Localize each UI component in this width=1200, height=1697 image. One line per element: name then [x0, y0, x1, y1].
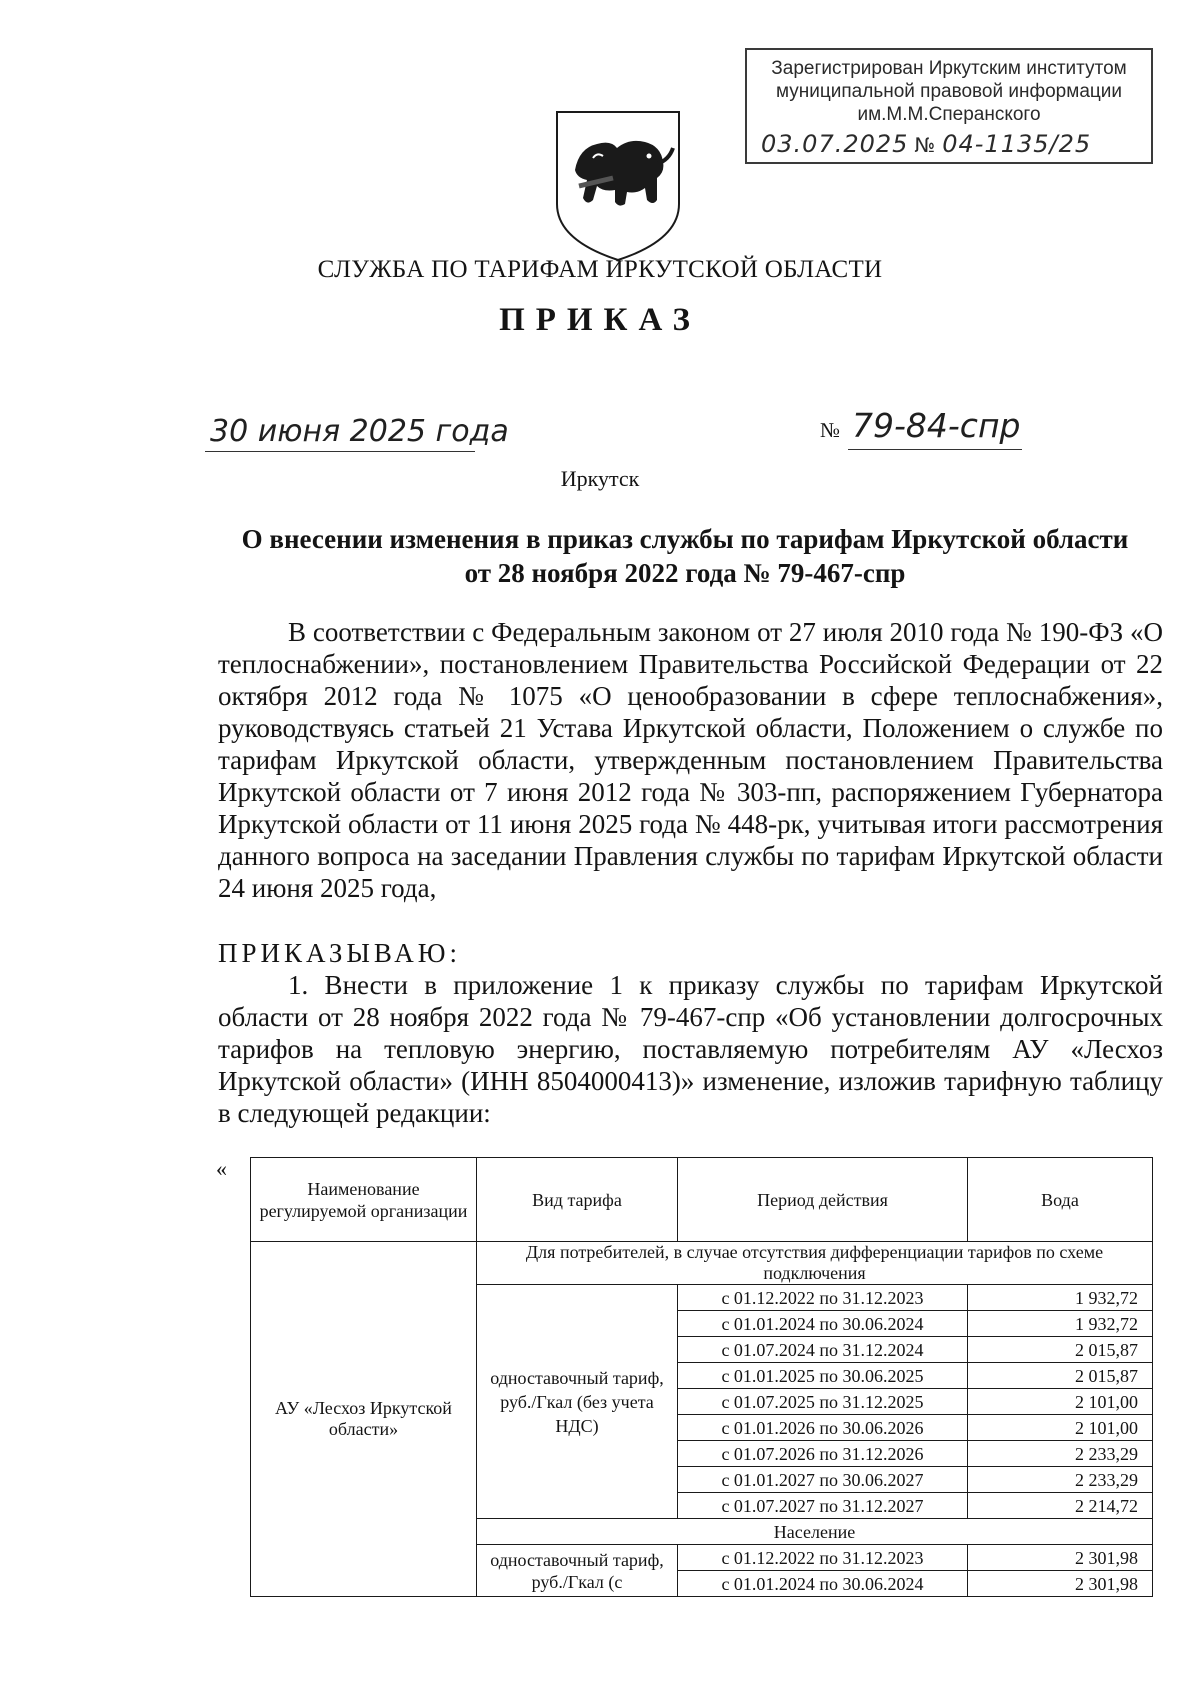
registration-stamp [745, 48, 1153, 164]
value-cell: 2 015,87 [968, 1337, 1153, 1363]
group1-tariff-cell: одноставочный тариф, руб./Гкал (без учета НДС) [477, 1285, 678, 1519]
value-cell: 2 301,98 [968, 1571, 1153, 1597]
period-cell: с 01.01.2025 по 30.06.2025 [678, 1363, 968, 1389]
document-type: ПРИКАЗ [499, 302, 701, 338]
subject-line-1: О внесении изменения в приказ службы по тарифам Иркутской области [241, 524, 1129, 554]
group-consumers-row [251, 1242, 1153, 1285]
organization-cell: АУ «Лесхоз Иркутской области» [251, 1242, 477, 1597]
period-cell: с 01.12.2022 по 31.12.2023 [678, 1285, 968, 1311]
period-cell: с 01.01.2024 по 30.06.2024 [678, 1571, 968, 1597]
value-cell: 2 101,00 [968, 1389, 1153, 1415]
value-cell: 1 932,72 [968, 1311, 1153, 1337]
value-cell: 2 301,98 [968, 1545, 1153, 1571]
number-underline [848, 449, 1022, 450]
subject-line-2: от 28 ноября 2022 года № 79-467-спр [464, 558, 906, 588]
period-cell: с 01.07.2024 по 31.12.2024 [678, 1337, 968, 1363]
order-number: 79-84-спр [852, 406, 1021, 445]
order-subject [210, 522, 1160, 590]
value-cell: 2 101,00 [968, 1415, 1153, 1441]
period-cell: с 01.07.2027 по 31.12.2027 [678, 1493, 968, 1519]
opening-quote: « [216, 1156, 227, 1181]
agency-name: СЛУЖБА ПО ТАРИФАМ ИРКУТСКОЙ ОБЛАСТИ [317, 256, 883, 283]
stamp-handwritten-entry [761, 130, 1141, 158]
coat-of-arms-icon [553, 108, 683, 264]
header-period: Период действия [678, 1158, 968, 1242]
value-cell: 1 932,72 [968, 1285, 1153, 1311]
stamp-date: 03.07.2025 [761, 130, 909, 158]
tariff-table [250, 1157, 1153, 1597]
value-cell: 2 233,29 [968, 1467, 1153, 1493]
period-cell: с 01.01.2024 по 30.06.2024 [678, 1311, 968, 1337]
stamp-line-2: муниципальной правовой информации [776, 81, 1122, 102]
period-cell: с 01.07.2026 по 31.12.2026 [678, 1441, 968, 1467]
date-underline [205, 451, 475, 452]
value-cell: 2 214,72 [968, 1493, 1153, 1519]
table-header-row [251, 1158, 1153, 1242]
stamp-number-label: № [914, 133, 937, 157]
city: Иркутск [560, 466, 640, 491]
header-tariff-type: Вид тарифа [477, 1158, 678, 1242]
stamp-line-1: Зарегистрирован Иркутским институтом [771, 58, 1127, 79]
order-date: 30 июня 2025 года [210, 414, 509, 449]
order-number-label: № [820, 418, 841, 442]
clause-1-paragraph: 1. Внести в приложение 1 к приказу службы по тарифам Иркутской области от 28 ноября 2022 года № 79-467-спр «Об установлении долгосрочных тарифов на тепловую энергию, поставляемую потребителям АУ «Лесхоз Иркутской области» (ИНН 8504000413)» изменение, изложив тарифную таблицу в следующей редакции: [218, 970, 1163, 1128]
stamp-number: 04-1135/25 [942, 130, 1092, 158]
period-cell: с 01.12.2022 по 31.12.2023 [678, 1545, 968, 1571]
header-organization: Наименование регулируемой организации [251, 1158, 477, 1242]
period-cell: с 01.01.2027 по 30.06.2027 [678, 1467, 968, 1493]
value-cell: 2 233,29 [968, 1441, 1153, 1467]
group-population-title: Население [477, 1519, 1153, 1545]
group-consumers-title: Для потребителей, в случае отсутствия дифференциации тарифов по схеме подключения [477, 1242, 1153, 1285]
period-cell: с 01.07.2025 по 31.12.2025 [678, 1389, 968, 1415]
period-cell: с 01.01.2026 по 30.06.2026 [678, 1415, 968, 1441]
value-cell: 2 015,87 [968, 1363, 1153, 1389]
group2-tariff-cell: одноставочный тариф, руб./Гкал (с [477, 1545, 678, 1597]
preamble-paragraph: В соответствии с Федеральным законом от 27 июля 2010 года № 190-ФЗ «О теплоснабжении», постановлением Правительства Российской Федерации от 22 октября 2012 года № 1075 «О ценообразовании в сфере теплоснабжения», руководствуясь статьей 21 Устава Иркутской области, Положением о службе по тарифам Иркутской области, утвержденным постановлением Правительства Иркутской области от 7 июня 2012 года № 303-пп, распоряжением Губернатора Иркутской области от 11 июня 2025 года № 448-рк, учитывая итоги рассмотрения данного вопроса на заседании Правления службы по тарифам Иркутской области 24 июня 2025 года, [218, 617, 1163, 903]
order-word: ПРИКАЗЫВАЮ: [218, 938, 461, 968]
header-water: Вода [968, 1158, 1153, 1242]
stamp-line-3: им.М.М.Сперанского [857, 104, 1041, 125]
